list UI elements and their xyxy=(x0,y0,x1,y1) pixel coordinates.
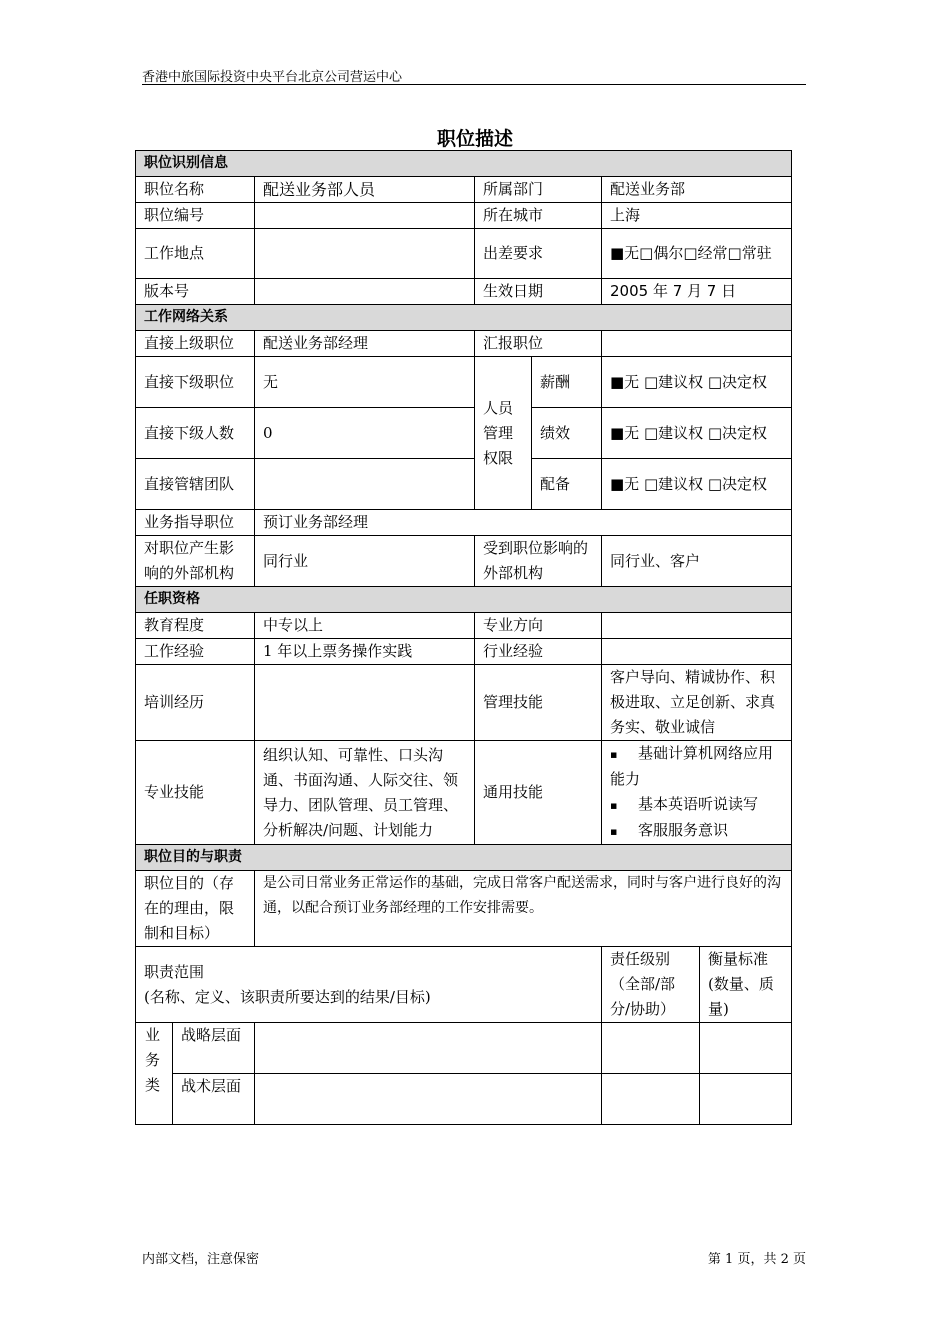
tactical-value xyxy=(255,1074,602,1125)
field-label: 职位目的（存在的理由，限制和目标） xyxy=(136,871,255,947)
page-title: 职位描述 xyxy=(436,128,513,150)
business-category-label: 业务类 xyxy=(136,1023,173,1125)
field-label: 所属部门 xyxy=(475,177,602,203)
city-value: 上海 xyxy=(602,203,792,229)
table-row xyxy=(136,331,792,357)
strategic-level-value xyxy=(602,1023,700,1074)
strategic-measure-value xyxy=(700,1023,792,1074)
table-row xyxy=(136,177,792,203)
table-row xyxy=(136,871,792,947)
section-network xyxy=(136,305,792,331)
table-row xyxy=(136,1023,792,1074)
field-label: 所在城市 xyxy=(475,203,602,229)
external-affected-value: 同行业、客户 xyxy=(602,536,792,587)
superior-value: 配送业务部经理 xyxy=(255,331,475,357)
section-heading: 工作网络关系 xyxy=(136,305,792,331)
field-label: 汇报职位 xyxy=(475,331,602,357)
report-position-value xyxy=(602,331,792,357)
header-rule xyxy=(142,84,806,85)
field-label: 专业技能 xyxy=(136,741,255,845)
tactical-measure-value xyxy=(700,1074,792,1125)
table-row xyxy=(136,203,792,229)
field-label: 薪酬 xyxy=(532,357,602,408)
table-row xyxy=(136,741,792,845)
field-label: 生效日期 xyxy=(475,279,602,305)
field-label: 对职位产生影响的外部机构 xyxy=(136,536,255,587)
professional-skills-value: 组织认知、可靠性、口头沟通、书面沟通、人际交往、领导力、团队管理、员工管理、分析解决/问题、计划能力 xyxy=(255,741,475,845)
field-label: 出差要求 xyxy=(475,229,602,279)
subordinate-count-value: 0 xyxy=(255,408,475,459)
header-company: 香港中旅国际投资中央平台北京公司营运中心 xyxy=(142,70,403,85)
major-value xyxy=(602,613,792,639)
general-skills-list xyxy=(602,741,792,845)
field-label: 通用技能 xyxy=(475,741,602,845)
section-identification xyxy=(136,151,792,177)
position-name-value: 配送业务部人员 xyxy=(255,177,475,203)
performance-authority-value: ■无 □建议权 □决定权 xyxy=(602,408,792,459)
footer-confidential: 内部文档，注意保密 xyxy=(142,1252,260,1267)
guide-position-value: 预订业务部经理 xyxy=(255,510,792,536)
section-heading: 任职资格 xyxy=(136,587,792,613)
table-row xyxy=(136,536,792,587)
section-qualification xyxy=(136,587,792,613)
table-row xyxy=(136,639,792,665)
table-row xyxy=(136,229,792,279)
scope-header xyxy=(136,947,602,1023)
table-row xyxy=(136,1074,792,1125)
field-label: 教育程度 xyxy=(136,613,255,639)
field-label: 配备 xyxy=(532,459,602,510)
measure-standard-label: 衡量标准(数量、质量) xyxy=(700,947,792,1023)
location-value xyxy=(255,229,475,279)
subordinate-value: 无 xyxy=(255,357,475,408)
management-skills-value: 客户导向、精诚协作、积极进取、立足创新、求真务实、敬业诚信 xyxy=(602,665,792,741)
pay-authority-value: ■无 □建议权 □决定权 xyxy=(602,357,792,408)
industry-value xyxy=(602,639,792,665)
field-label: 培训经历 xyxy=(136,665,255,741)
section-purpose xyxy=(136,845,792,871)
field-label: 职位名称 xyxy=(136,177,255,203)
footer-page-number: 第 1 页，共 2 页 xyxy=(707,1252,806,1267)
experience-value: 1 年以上票务操作实践 xyxy=(255,639,475,665)
field-label: 职位编号 xyxy=(136,203,255,229)
table-row xyxy=(136,947,792,1023)
authority-label: 人员管理权限 xyxy=(475,357,532,510)
education-value: 中专以上 xyxy=(255,613,475,639)
field-label: 直接下级职位 xyxy=(136,357,255,408)
field-label: 直接上级职位 xyxy=(136,331,255,357)
table-row xyxy=(136,459,792,510)
field-label: 直接管辖团队 xyxy=(136,459,255,510)
scope-sub-label: (名称、定义、该职责所要达到的结果/目标) xyxy=(144,987,431,1006)
table-row xyxy=(136,279,792,305)
list-item: ▪ 客服服务意识 xyxy=(610,818,783,844)
table-row xyxy=(136,613,792,639)
external-affect-value: 同行业 xyxy=(255,536,475,587)
effective-date-value: 2005 年 7 月 7 日 xyxy=(602,279,792,305)
version-value xyxy=(255,279,475,305)
field-label: 工作经验 xyxy=(136,639,255,665)
strategic-label: 战略层面 xyxy=(173,1023,255,1074)
list-item: ▪ 基本英语听说读写 xyxy=(610,792,783,818)
job-description-table xyxy=(135,150,792,1125)
table-row xyxy=(136,665,792,741)
table-row xyxy=(136,510,792,536)
field-label: 行业经验 xyxy=(475,639,602,665)
training-value xyxy=(255,665,475,741)
table-row xyxy=(136,408,792,459)
field-label: 版本号 xyxy=(136,279,255,305)
table-row xyxy=(136,357,792,408)
field-label: 专业方向 xyxy=(475,613,602,639)
purpose-value: 是公司日常业务正常运作的基础，完成日常客户配送需求，同时与客户进行良好的沟通，以配合预订业务部经理的工作安排需要。 xyxy=(255,871,792,947)
travel-requirement-value: ■无□偶尔□经常□常驻 xyxy=(602,229,792,279)
list-item: ▪ 基础计算机网络应用能力 xyxy=(610,741,783,792)
field-label: 绩效 xyxy=(532,408,602,459)
field-label: 受到职位影响的外部机构 xyxy=(475,536,602,587)
tactical-label: 战术层面 xyxy=(173,1074,255,1125)
responsibility-level-label: 责任级别（全部/部分/协助） xyxy=(602,947,700,1023)
department-value: 配送业务部 xyxy=(602,177,792,203)
team-value xyxy=(255,459,475,510)
field-label: 工作地点 xyxy=(136,229,255,279)
field-label: 业务指导职位 xyxy=(136,510,255,536)
section-heading: 职位识别信息 xyxy=(136,151,792,177)
strategic-value xyxy=(255,1023,602,1074)
tactical-level-value xyxy=(602,1074,700,1125)
position-number-value xyxy=(255,203,475,229)
scope-label: 职责范围 xyxy=(144,962,205,981)
field-label: 直接下级人数 xyxy=(136,408,255,459)
staffing-authority-value: ■无 □建议权 □决定权 xyxy=(602,459,792,510)
field-label: 管理技能 xyxy=(475,665,602,741)
section-heading: 职位目的与职责 xyxy=(136,845,792,871)
